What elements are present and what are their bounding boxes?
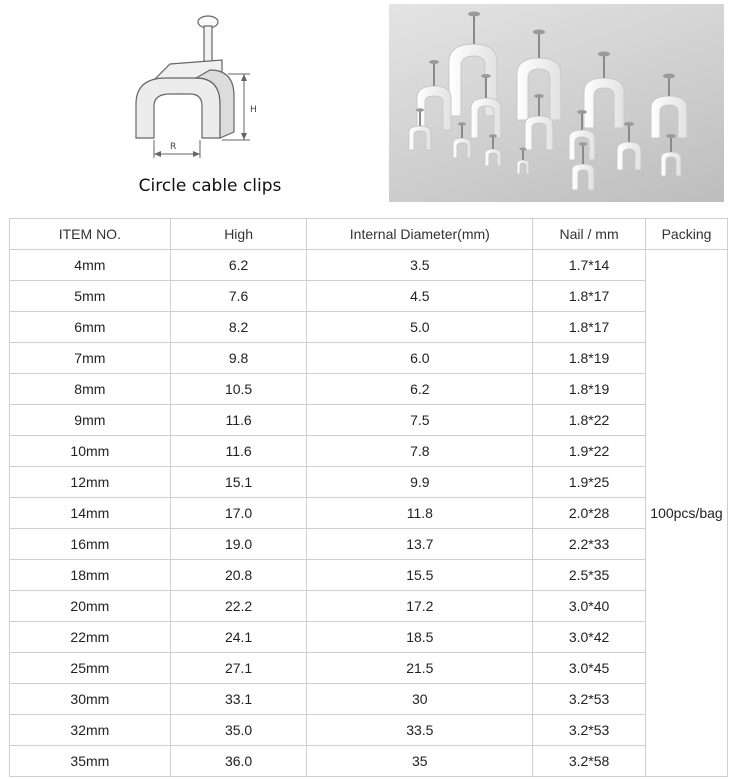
cell-item-no: 5mm: [10, 281, 171, 312]
cell-item-no: 35mm: [10, 746, 171, 777]
header-high: High: [170, 219, 307, 250]
cell-item-no: 20mm: [10, 591, 171, 622]
cell-high: 27.1: [170, 653, 307, 684]
table-row: [10, 405, 728, 436]
cell-high: 9.8: [170, 343, 307, 374]
table-row: [10, 684, 728, 715]
product-caption: Circle cable clips: [138, 176, 282, 196]
cell-internal-diameter: 13.7: [307, 529, 533, 560]
table-row: [10, 746, 728, 777]
cell-high: 6.2: [170, 250, 307, 281]
cell-internal-diameter: 6.0: [307, 343, 533, 374]
cell-internal-diameter: 33.5: [307, 715, 533, 746]
cell-item-no: 22mm: [10, 622, 171, 653]
cell-nail: 1.7*14: [533, 250, 646, 281]
cell-internal-diameter: 30: [307, 684, 533, 715]
table-row: [10, 467, 728, 498]
table-row: [10, 312, 728, 343]
cell-item-no: 7mm: [10, 343, 171, 374]
cell-high: 11.6: [170, 436, 307, 467]
cell-internal-diameter: 11.8: [307, 498, 533, 529]
cell-high: 22.2: [170, 591, 307, 622]
cell-item-no: 32mm: [10, 715, 171, 746]
table-row: [10, 498, 728, 529]
header-internal-diameter: Internal Diameter(mm): [307, 219, 533, 250]
table-row: [10, 343, 728, 374]
cell-nail: 3.2*53: [533, 715, 646, 746]
cell-nail: 1.8*17: [533, 281, 646, 312]
cell-internal-diameter: 15.5: [307, 560, 533, 591]
cell-item-no: 18mm: [10, 560, 171, 591]
spec-table: [9, 218, 728, 777]
header-nail: Nail / mm: [533, 219, 646, 250]
cell-nail: 2.0*28: [533, 498, 646, 529]
header-item-no: ITEM NO.: [10, 219, 171, 250]
cell-item-no: 25mm: [10, 653, 171, 684]
table-row: [10, 591, 728, 622]
cell-packing: 100pcs/bag: [645, 250, 727, 777]
cell-nail: 1.9*25: [533, 467, 646, 498]
cell-high: 8.2: [170, 312, 307, 343]
cell-item-no: 30mm: [10, 684, 171, 715]
table-row: [10, 622, 728, 653]
cell-high: 19.0: [170, 529, 307, 560]
cell-item-no: 14mm: [10, 498, 171, 529]
table-row: [10, 529, 728, 560]
cell-high: 7.6: [170, 281, 307, 312]
cell-nail: 3.0*40: [533, 591, 646, 622]
cell-item-no: 9mm: [10, 405, 171, 436]
cell-nail: 3.2*58: [533, 746, 646, 777]
cell-high: 15.1: [170, 467, 307, 498]
cell-internal-diameter: 21.5: [307, 653, 533, 684]
table-row: [10, 653, 728, 684]
cell-high: 17.0: [170, 498, 307, 529]
cell-nail: 3.0*42: [533, 622, 646, 653]
table-row: [10, 715, 728, 746]
cell-internal-diameter: 3.5: [307, 250, 533, 281]
cell-item-no: 4mm: [10, 250, 171, 281]
table-row: [10, 250, 728, 281]
cell-high: 10.5: [170, 374, 307, 405]
cell-high: 11.6: [170, 405, 307, 436]
cell-high: 24.1: [170, 622, 307, 653]
table-row: [10, 436, 728, 467]
cell-high: 35.0: [170, 715, 307, 746]
cell-internal-diameter: 35: [307, 746, 533, 777]
cell-high: 36.0: [170, 746, 307, 777]
cell-item-no: 10mm: [10, 436, 171, 467]
table-row: [10, 374, 728, 405]
cell-nail: 1.9*22: [533, 436, 646, 467]
cell-internal-diameter: 7.8: [307, 436, 533, 467]
cell-internal-diameter: 4.5: [307, 281, 533, 312]
cell-internal-diameter: 9.9: [307, 467, 533, 498]
cell-item-no: 8mm: [10, 374, 171, 405]
cell-item-no: 6mm: [10, 312, 171, 343]
cell-nail: 3.0*45: [533, 653, 646, 684]
cell-nail: 1.8*19: [533, 343, 646, 374]
cell-internal-diameter: 18.5: [307, 622, 533, 653]
height-label: H: [250, 105, 257, 115]
cell-internal-diameter: 5.0: [307, 312, 533, 343]
clip-diagram: [100, 8, 310, 173]
radius-label: R: [170, 142, 177, 152]
cell-item-no: 16mm: [10, 529, 171, 560]
table-row: [10, 560, 728, 591]
cell-internal-diameter: 6.2: [307, 374, 533, 405]
cell-nail: 2.5*35: [533, 560, 646, 591]
cell-nail: 1.8*22: [533, 405, 646, 436]
cell-nail: 1.8*19: [533, 374, 646, 405]
cell-internal-diameter: 17.2: [307, 591, 533, 622]
cell-nail: 3.2*53: [533, 684, 646, 715]
cell-internal-diameter: 7.5: [307, 405, 533, 436]
cell-nail: 1.8*17: [533, 312, 646, 343]
cell-high: 33.1: [170, 684, 307, 715]
product-photo: [389, 4, 724, 202]
table-row: [10, 281, 728, 312]
cell-high: 20.8: [170, 560, 307, 591]
cell-item-no: 12mm: [10, 467, 171, 498]
cell-nail: 2.2*33: [533, 529, 646, 560]
header-packing: Packing: [645, 219, 727, 250]
table-header-row: [10, 219, 728, 250]
